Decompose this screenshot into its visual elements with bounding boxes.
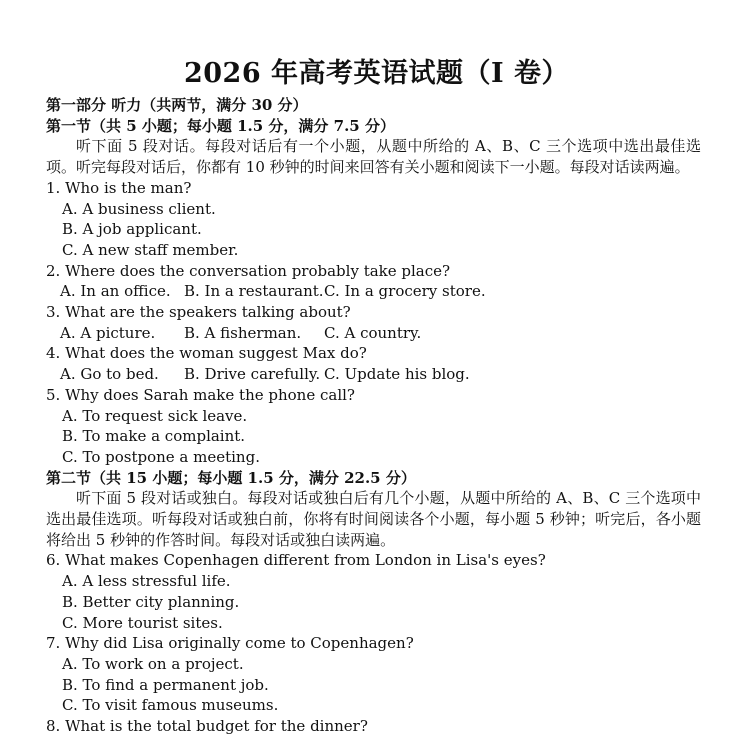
- q4-options: [46, 364, 701, 385]
- q6-option-c: C. More tourist sites.: [62, 613, 223, 632]
- q2-option-c: C. In a grocery store.: [324, 282, 486, 301]
- q2-options: [46, 281, 701, 302]
- q3-option-a: A. A picture.: [60, 323, 156, 342]
- q7-option-c: C. To visit famous museums.: [62, 696, 279, 715]
- q7-option-a: A. To work on a project.: [62, 654, 244, 673]
- q6-option-b: B. Better city planning.: [62, 592, 240, 611]
- q6-option-a: A. A less stressful life.: [62, 572, 231, 591]
- question-5: 5. Why does Sarah make the phone call?: [46, 385, 355, 404]
- part-heading: 第一部分 听力（共两节，满分 30 分）: [46, 96, 308, 114]
- q4-option-b: B. Drive carefully.: [184, 365, 321, 384]
- q3-option-c: C. A country.: [324, 323, 422, 342]
- q4-option-a: A. Go to bed.: [60, 365, 159, 384]
- q1-option-a: A. A business client.: [62, 199, 216, 218]
- question-6: 6. What makes Copenhagen different from London in Lisa's eyes?: [46, 551, 546, 570]
- q2-option-b: B. In a restaurant.: [184, 282, 324, 301]
- section-2-heading: 第二节（共 15 小题；每小题 1.5 分，满分 22.5 分）: [46, 468, 416, 487]
- question-4: 4. What does the woman suggest Max do?: [46, 344, 367, 363]
- q5-option-a: A. To request sick leave.: [62, 406, 248, 425]
- question-3: 3. What are the speakers talking about?: [46, 303, 351, 322]
- q2-option-a: A. In an office.: [60, 282, 171, 301]
- question-1: 1. Who is the man?: [46, 178, 192, 197]
- question-8: 8. What is the total budget for the dinner?: [46, 717, 368, 736]
- section-2-instructions: 听下面 5 段对话或独白。每段对话或独白后有几个小题，从题中所给的 A、B、C 三个选项中选出最佳选项。听每段对话或独白前，你将有时间阅读各个小题，每小题 5 秒钟；听完后，各小题将给出 5 秒钟的作答时间。每段对话或独白读两遍。: [46, 489, 701, 549]
- q3-option-b: B. A fisherman.: [184, 323, 302, 342]
- q1-option-c: C. A new staff member.: [62, 240, 239, 259]
- section-1-instructions: 听下面 5 段对话。每段对话后有一个小题，从题中所给的 A、B、C 三个选项中选出最佳选项。听完每段对话后，你都有 10 秒钟的时间来回答有关小题和阅读下一小题。每段对话读两遍。: [46, 137, 701, 177]
- q3-options: [46, 323, 701, 344]
- q1-option-b: B. A job applicant.: [62, 220, 202, 239]
- q7-option-b: B. To find a permanent job.: [62, 675, 269, 694]
- q5-option-c: C. To postpone a meeting.: [62, 447, 260, 466]
- exam-title: 2026 年高考英语试题（I 卷）: [183, 58, 570, 89]
- question-2: 2. Where does the conversation probably take place?: [46, 261, 451, 280]
- question-7: 7. Why did Lisa originally come to Copenhagen?: [46, 634, 414, 653]
- q5-option-b: B. To make a complaint.: [62, 427, 246, 446]
- q4-option-c: C. Update his blog.: [324, 365, 470, 384]
- section-1-heading: 第一节（共 5 小题；每小题 1.5 分，满分 7.5 分）: [46, 116, 395, 135]
- exam-content: [46, 95, 701, 737]
